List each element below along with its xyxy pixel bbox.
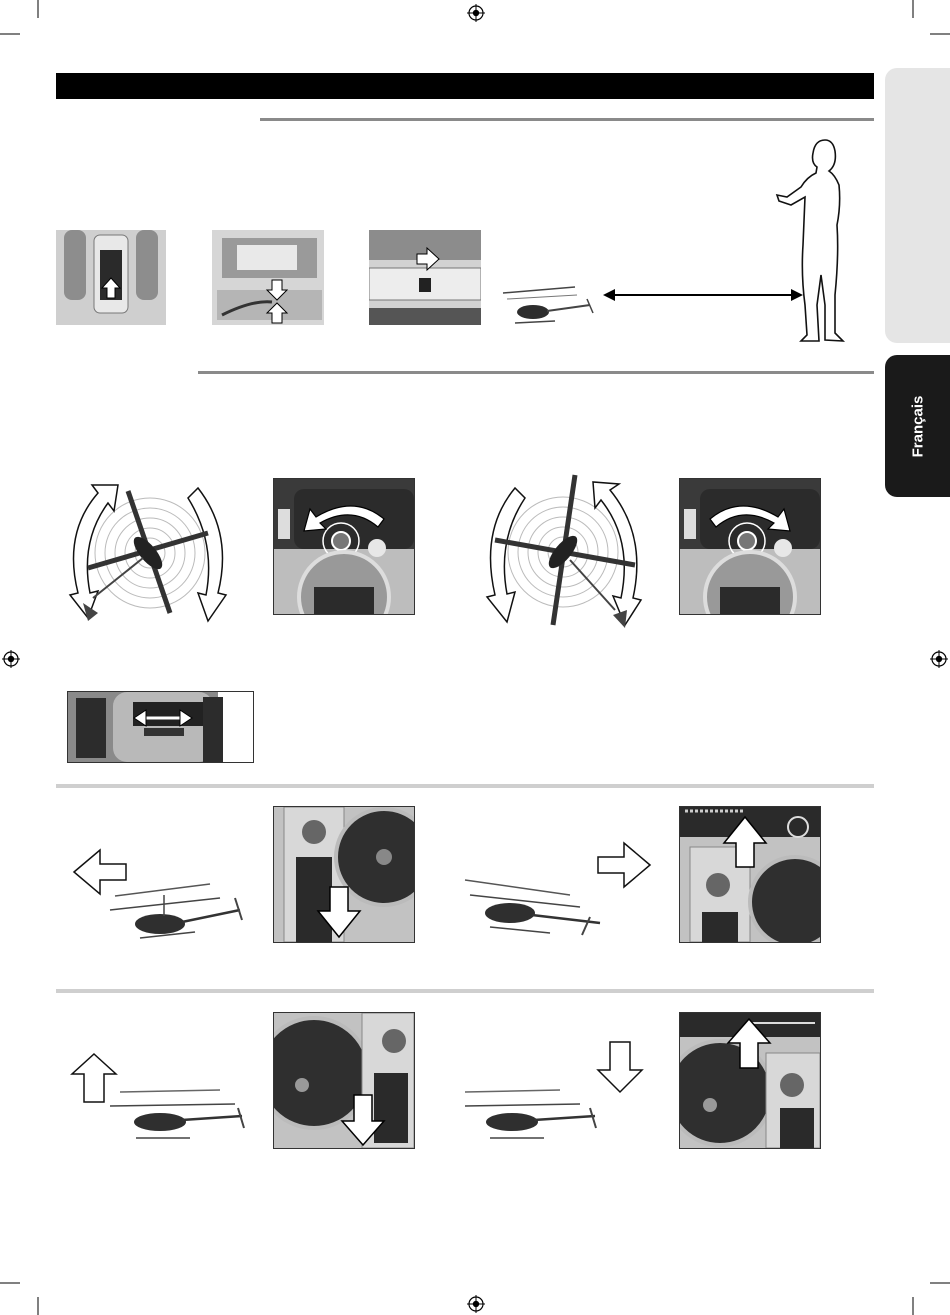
section-header-bar	[56, 73, 874, 99]
rotation-arrow-left	[487, 488, 525, 622]
crop-mark-bottom-left-h	[0, 1281, 20, 1301]
arrow-right-icon	[791, 289, 803, 301]
throttle-up-photo	[679, 806, 821, 943]
trim-left-photo	[273, 478, 415, 615]
crop-mark-bottom-left	[20, 1295, 40, 1315]
stick-up-photo	[679, 1012, 821, 1149]
helicopter-descend-diagram	[460, 1040, 660, 1150]
rotation-arrow-right	[593, 482, 641, 625]
arrow-left-icon	[603, 289, 615, 301]
section-divider	[198, 371, 874, 374]
throttle-down-photo	[273, 806, 415, 943]
arrow-right-icon	[598, 843, 650, 887]
helicopter-icon	[465, 880, 600, 935]
helicopter-rotate-left-diagram	[58, 473, 238, 638]
arrow-down-icon	[598, 1042, 642, 1092]
crop-mark-top-right	[911, 0, 931, 20]
language-tab-label: Français	[908, 395, 926, 457]
crop-mark-bottom-right-h	[928, 1281, 948, 1301]
helicopter-small-icon	[503, 287, 593, 323]
controller-power-switch-photo	[56, 230, 166, 325]
helicopter-backward-diagram	[460, 835, 660, 955]
helicopter-forward-diagram	[70, 840, 270, 960]
helicopter-distance-diagram	[495, 135, 865, 350]
registration-mark-icon	[467, 1295, 485, 1313]
stick-down-photo	[273, 1012, 415, 1149]
helicopter-rotate-right-diagram	[475, 470, 655, 640]
registration-mark-icon	[2, 650, 20, 668]
helicopter-switch-photo	[369, 230, 481, 325]
crop-mark-top-left	[20, 0, 40, 20]
person-silhouette	[777, 140, 843, 341]
crop-mark-top-right-h	[928, 32, 948, 52]
arrow-up-icon	[72, 1054, 116, 1102]
helicopter-icon	[465, 1090, 596, 1138]
registration-mark-icon	[467, 4, 485, 22]
helicopter-icon	[110, 1090, 244, 1138]
registration-mark-icon	[930, 650, 948, 668]
battery-connector-photo	[212, 230, 324, 325]
crop-mark-top-left-h	[0, 32, 20, 52]
section-divider	[56, 989, 874, 993]
section-divider	[260, 118, 874, 121]
trim-slider-photo	[67, 691, 254, 763]
helicopter-ascend-diagram	[70, 1050, 270, 1150]
helicopter-icon	[110, 884, 242, 938]
language-tab-active[interactable]	[885, 355, 950, 497]
trim-right-photo	[679, 478, 821, 615]
section-divider	[56, 784, 874, 788]
language-tab-inactive[interactable]	[885, 68, 950, 343]
rotation-arrow-right	[188, 488, 226, 621]
arrow-left-icon	[74, 850, 126, 894]
